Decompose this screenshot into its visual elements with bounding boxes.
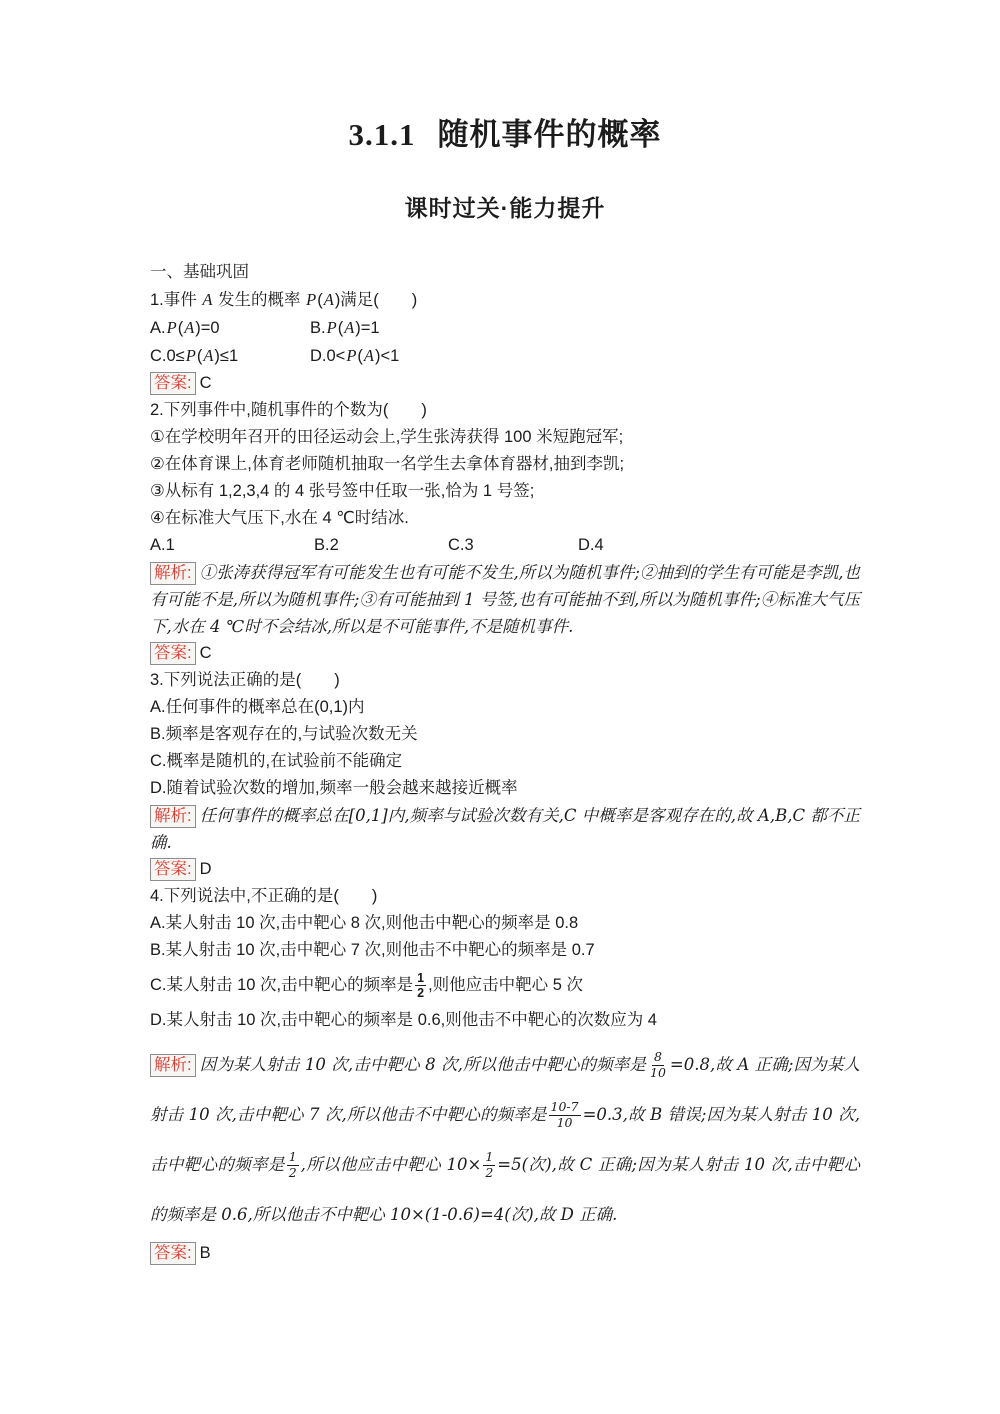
- option-c: C.3: [448, 536, 474, 555]
- math-variable: A: [344, 318, 355, 338]
- question-1-stem: 1.事件 A 发生的概率 P(A)满足( ): [150, 290, 418, 310]
- question-1-answer: [150, 370, 860, 397]
- answer-tag: 答案:: [150, 642, 196, 665]
- option-c: C.概率是随机的,在试验前不能确定: [150, 752, 403, 771]
- fraction: $\frac{8}{10}$: [650, 1049, 666, 1080]
- option-d: D.4: [578, 536, 604, 555]
- option-b: B.2: [314, 536, 339, 555]
- option-a: A.P(A)=0: [150, 318, 220, 338]
- option-c: C.某人射击 10 次,击中靶心的频率是 $\frac{1}{2}$ ,则他应击中靶心 5 次: [150, 971, 583, 1001]
- math-variable: P: [306, 290, 317, 310]
- answer-tag: 答案:: [150, 858, 196, 881]
- question-2-analysis: [150, 559, 860, 640]
- answer-value: C: [199, 374, 212, 393]
- question-2-options: [150, 532, 860, 559]
- chapter-title: 随机事件的概率: [437, 117, 662, 152]
- fraction: $\frac{1}{2}$: [288, 1149, 297, 1180]
- chapter-number: 3.1.1: [348, 117, 416, 152]
- analysis-tag: 解析:: [150, 805, 196, 828]
- analysis-tag: 解析:: [150, 1054, 196, 1077]
- question-4-stem: 4.下列说法中,不正确的是( ): [150, 887, 378, 906]
- question-2-item-1: ①在学校明年召开的田径运动会上,学生张涛获得 100 米短跑冠军;: [150, 428, 624, 447]
- question-4: [150, 883, 860, 1267]
- analysis-tag: 解析:: [150, 562, 196, 585]
- section-heading: 一、基础巩固: [150, 263, 249, 282]
- question-4-analysis: [150, 1040, 860, 1240]
- question-1: [150, 286, 860, 397]
- fraction: $\frac{1}{2}$: [417, 971, 425, 1001]
- question-3: [150, 667, 860, 883]
- option-b: B.某人射击 10 次,击中靶心 7 次,则他击不中靶心的频率是 0.7: [150, 941, 595, 960]
- fraction: $\frac{10-7}{10}$: [550, 1099, 579, 1130]
- math-variable: A: [184, 318, 195, 338]
- math-variable: A: [363, 346, 374, 366]
- option-d: D.0<P(A)<1: [310, 346, 400, 366]
- answer-tag: 答案:: [150, 372, 196, 395]
- option-a: A.某人射击 10 次,击中靶心 8 次,则他击中靶心的频率是 0.8: [150, 914, 579, 933]
- question-1-options: [150, 314, 860, 370]
- question-2-answer: [150, 640, 860, 667]
- question-2: [150, 397, 860, 667]
- option-b: B.P(A)=1: [310, 318, 380, 338]
- math-variable: P: [185, 346, 196, 366]
- analysis-text: 任何事件的概率总在[0,1]内,频率与试验次数有关,C 中概率是客观存在的,故 A,B,C 都不正确.: [150, 806, 860, 853]
- answer-value: C: [199, 644, 212, 663]
- question-3-answer: [150, 856, 860, 883]
- question-3-stem: 3.下列说法正确的是( ): [150, 671, 340, 690]
- option-a: A.任何事件的概率总在(0,1)内: [150, 698, 365, 717]
- math-variable: A: [203, 346, 214, 366]
- question-2-stem: 2.下列事件中,随机事件的个数为( ): [150, 401, 427, 420]
- answer-tag: 答案:: [150, 1242, 196, 1265]
- question-4-answer: [150, 1240, 860, 1267]
- question-3-analysis: [150, 802, 860, 856]
- answer-value: D: [199, 860, 212, 879]
- math-variable: A: [323, 290, 334, 310]
- fraction: $\frac{1}{2}$: [485, 1149, 494, 1180]
- answer-value: B: [199, 1243, 211, 1262]
- question-2-item-2: ②在体育课上,体育老师随机抽取一名学生去拿体育器材,抽到李凯;: [150, 455, 625, 474]
- option-d: D.随着试验次数的增加,频率一般会越来越接近概率: [150, 779, 518, 798]
- analysis-text: ①张涛获得冠军有可能发生也有可能不发生,所以为随机事件;②抽到的学生有可能是李凯,也有可能不是,所以为随机事件;③有可能抽到 1 号签,也有可能抽不到,所以为随机事件;④标准大气压下,水在 4 ℃时不会结冰,所以是不可能事件,不是随机事件.: [150, 563, 860, 637]
- option-b: B.频率是客观存在的,与试验次数无关: [150, 725, 418, 744]
- math-variable: P: [166, 318, 177, 338]
- question-2-item-3: ③从标有 1,2,3,4 的 4 张号签中任取一张,恰为 1 号签;: [150, 482, 535, 501]
- page-title: [150, 118, 860, 152]
- page-subtitle: 课时过关·能力提升: [404, 195, 606, 222]
- analysis-text: 因为某人射击 10 次,击中靶心 8 次,所以他击中靶心的频率是 $\frac{8}{10}$ =0.8,故 A 正确;因为某人射击 10 次,击中靶心 7 次,所以他击不中靶心的频率是 $\frac{10-7}{10}$ =0.3,故 B 错误;因为某人射击 10 次,击中靶心的频率是 $\frac{1}{2}$ ,所以他应击中靶心 10× $\frac{1}{2}$ =5(次),故 C 正确;因为某人射击 10 次,击中靶心的频率是 0.6,所以他击不中靶心 10×(1-0.6)=4(次),故 D 正确.: [150, 1049, 861, 1224]
- math-variable: A: [202, 290, 213, 310]
- question-2-item-4: ④在标准大气压下,水在 4 ℃时结冰.: [150, 509, 409, 528]
- math-variable: P: [346, 346, 357, 366]
- option-a: A.1: [150, 536, 175, 555]
- option-c: C.0≤P(A)≤1: [150, 346, 239, 366]
- option-d: D.某人射击 10 次,击中靶心的频率是 0.6,则他击不中靶心的次数应为 4: [150, 1010, 657, 1029]
- math-variable: P: [326, 318, 337, 338]
